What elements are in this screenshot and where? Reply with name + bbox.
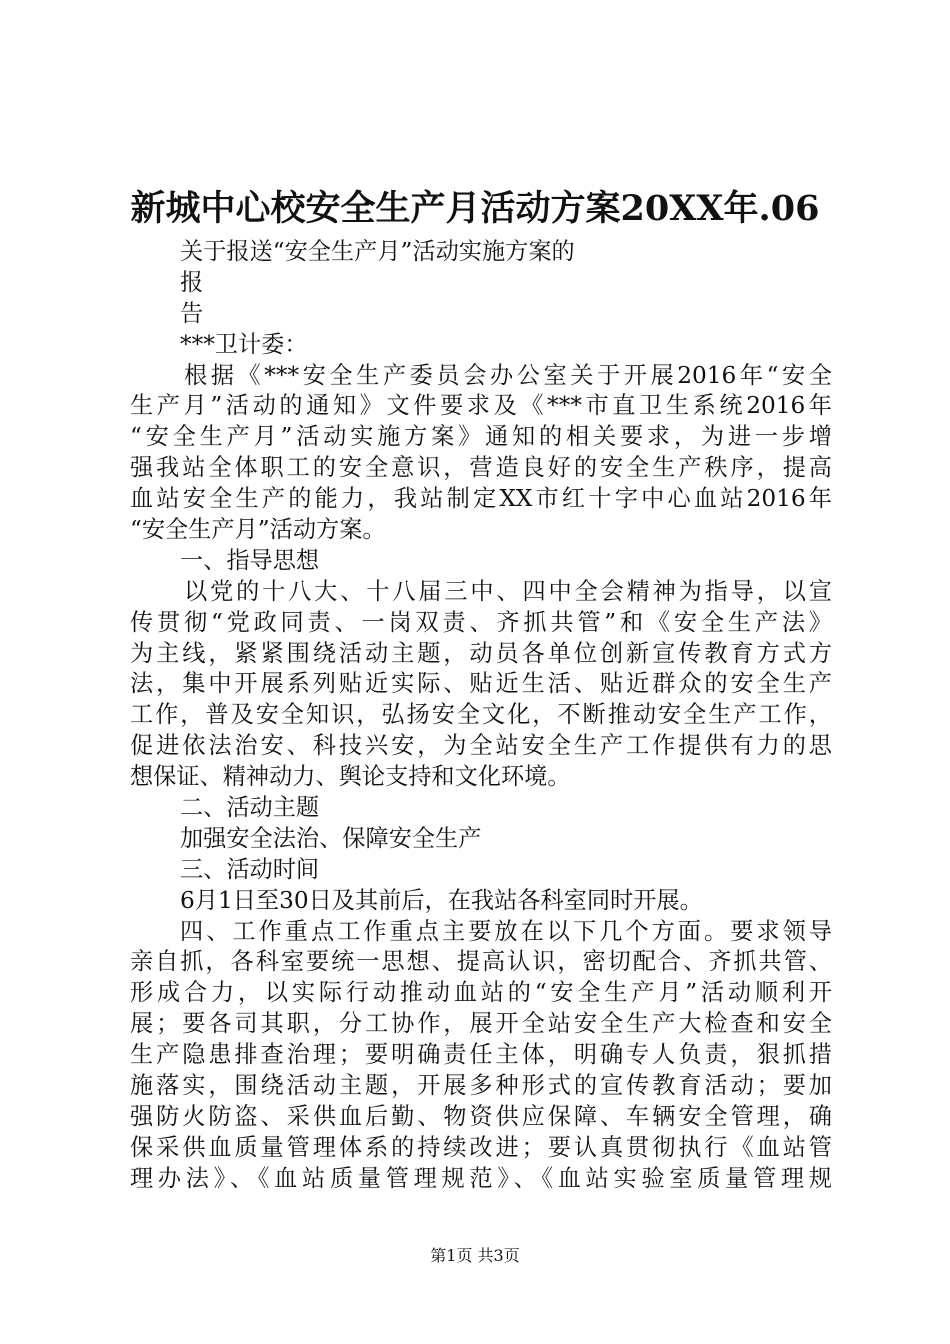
section-heading: 一、指导思想 (180, 546, 320, 574)
subtitle-line: 报 (180, 268, 204, 296)
paragraph-line: 促进依法治安、科技兴安，为全站安全生产工作提供有力的思 (130, 732, 832, 760)
document-body (130, 237, 832, 1195)
paragraph-line: 想保证、精神动力、舆论支持和文化环境。 (130, 763, 571, 791)
paragraph-line: 生产隐患排查治理；要明确责任主体，明确专人负责，狠抓措 (130, 1041, 832, 1069)
paragraph-line: 生产月”活动的通知》文件要求及《***市直卫生系统2016年 (130, 392, 832, 420)
paragraph-line: 根据《***安全生产委员会办公室关于开展2016年“安全 (184, 361, 832, 389)
paragraph-line: 加强安全法治、保障安全生产 (180, 824, 482, 852)
paragraph-line: 保采供血质量管理体系的持续改进；要认真贯彻执行《血站管 (130, 1133, 832, 1161)
paragraph-line: 以党的十八大、十八届三中、四中全会精神为指导，以宣 (184, 577, 832, 605)
paragraph-line: 强防火防盗、采供血后勤、物资供应保障、车辆安全管理，确 (130, 1102, 832, 1130)
paragraph-line: 血站安全生产的能力，我站制定XX市红十字中心血站2016年 (130, 485, 832, 513)
paragraph-line: 工作，普及安全知识，弘扬安全文化，不断推动安全生产工作， (130, 701, 832, 729)
paragraph-line: 法，集中开展系列贴近实际、贴近生活、贴近群众的安全生产 (130, 670, 832, 698)
section-heading: 二、活动主题 (180, 794, 320, 822)
paragraph-line: 亲自抓，各科室要统一思想、提高认识，密切配合、齐抓共管、 (130, 948, 832, 976)
paragraph-line: 为主线，紧紧围绕活动主题，动员各单位创新宣传教育方式方 (130, 639, 832, 667)
paragraph-line: “安全生产月”活动实施方案》通知的相关要求，为进一步增 (130, 423, 832, 451)
paragraph-line: 6月1日至30日及其前后，在我站各科室同时开展。 (180, 886, 703, 914)
document-title: 新城中心校安全生产月活动方案20XX年.06 (130, 188, 820, 229)
paragraph-line: 展；要各司其职，分工协作，展开全站安全生产大检查和安全 (130, 1010, 832, 1038)
paragraph-line: 强我站全体职工的安全意识，营造良好的安全生产秩序，提高 (130, 454, 832, 482)
paragraph-line: “安全生产月”活动方案。 (130, 516, 386, 544)
addressee: ***卫计委： (180, 330, 308, 358)
paragraph-line: 四、工作重点工作重点主要放在以下几个方面。要求领导 (180, 917, 832, 945)
page-footer: 第1页 共3页 (430, 1246, 520, 1265)
section-heading: 三、活动时间 (180, 855, 320, 883)
subtitle-line: 关于报送“安全生产月”活动实施方案的 (180, 238, 575, 265)
paragraph-line: 传贯彻“党政同责、一岗双责、齐抓共管”和《安全生产法》 (130, 608, 832, 636)
subtitle-line: 告 (180, 299, 204, 327)
paragraph-line: 理办法》、《血站质量管理规范》、《血站实验室质量管理规 (130, 1164, 832, 1192)
paragraph-line: 形成合力，以实际行动推动血站的“安全生产月”活动顺利开 (130, 979, 832, 1007)
paragraph-line: 施落实，围绕活动主题，开展多种形式的宣传教育活动；要加 (130, 1072, 832, 1100)
